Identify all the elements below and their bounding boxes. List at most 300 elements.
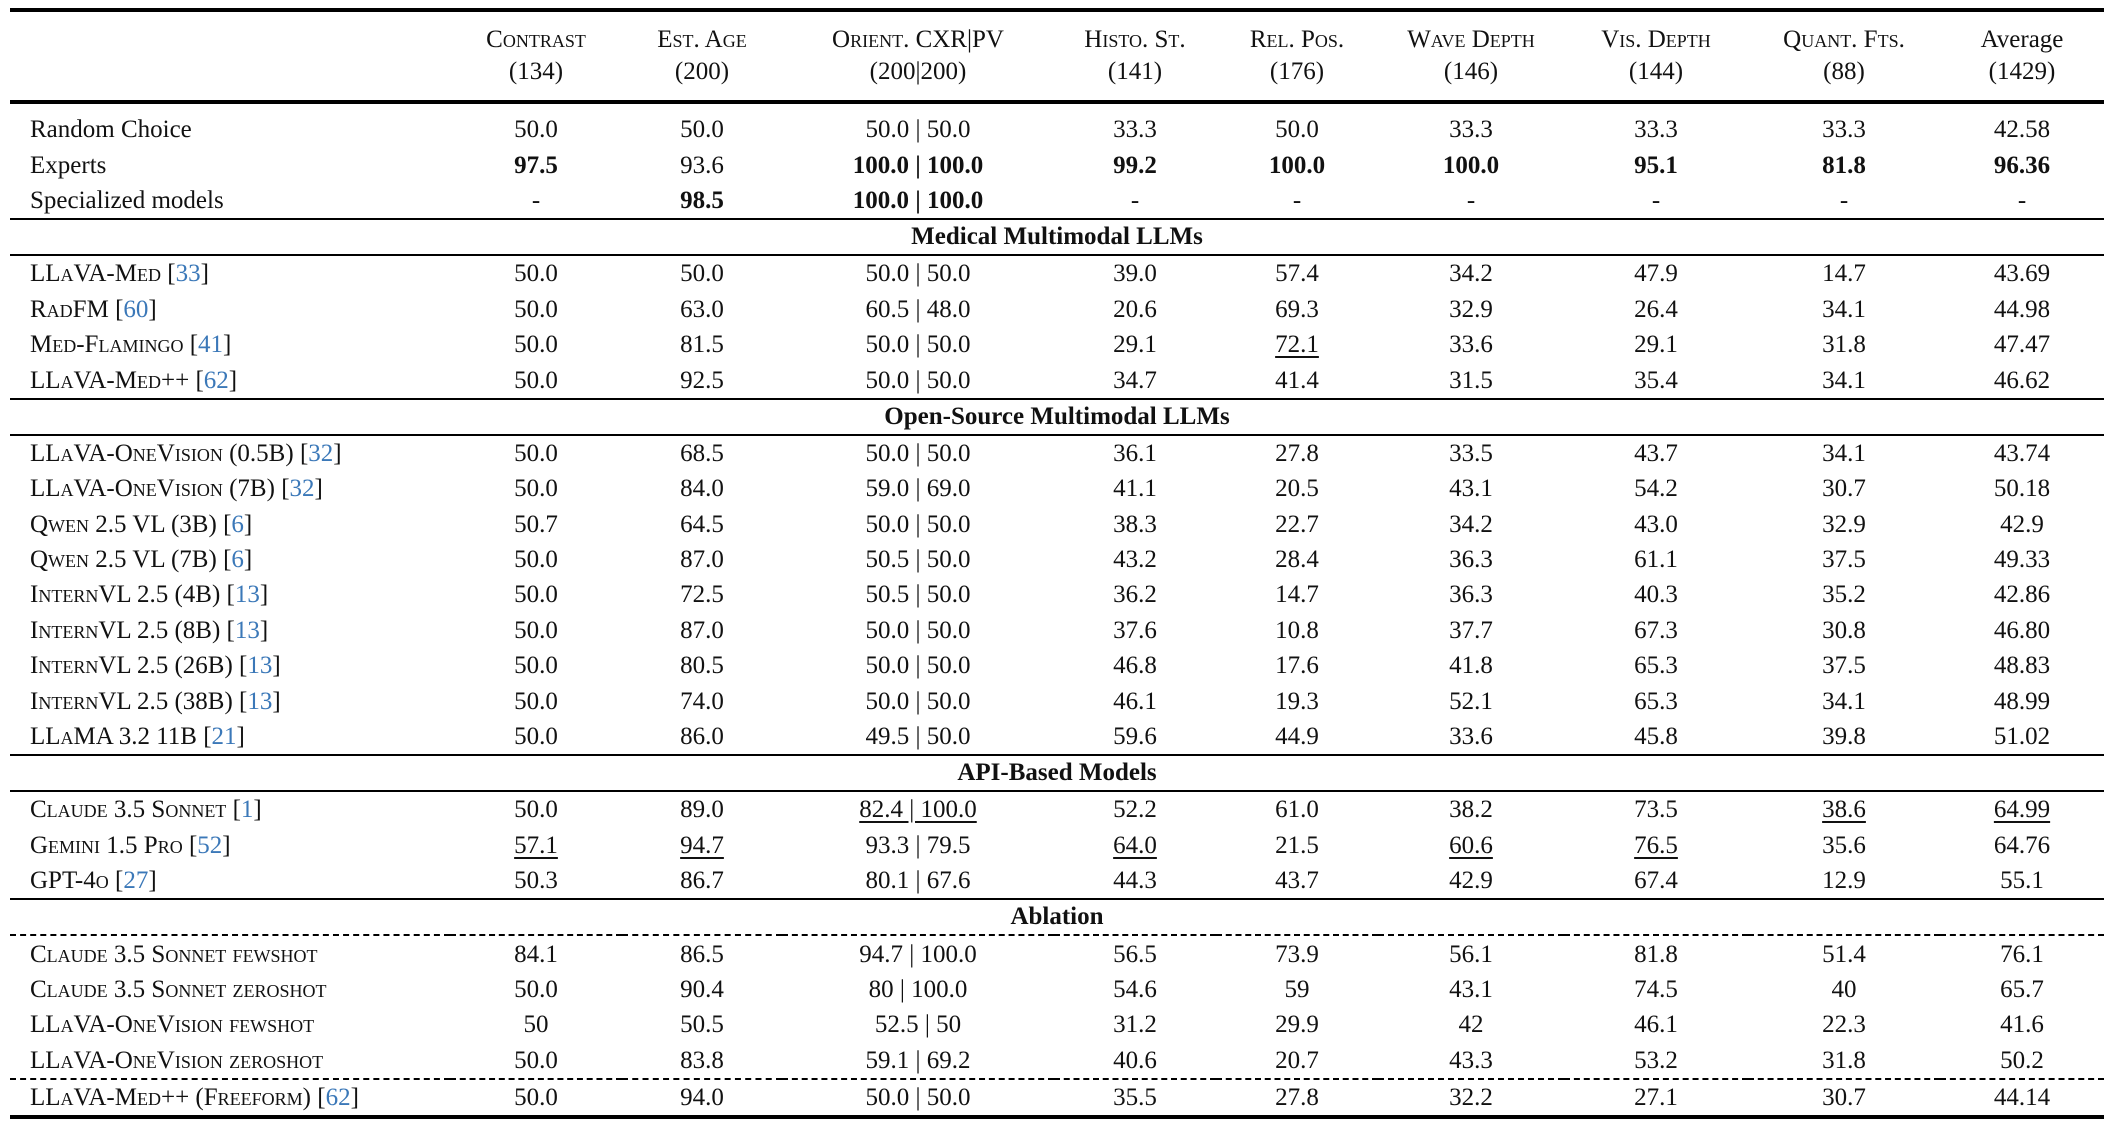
- model-name: RadFM: [30, 295, 109, 323]
- score-value: 50.0 | 50.0: [865, 510, 971, 538]
- citation-link[interactable]: 6: [231, 510, 244, 538]
- score-cell: [1564, 935, 1748, 971]
- score-value: 49.33: [1993, 546, 2051, 574]
- score-cell: [1564, 147, 1748, 182]
- score-value: 86.7: [680, 867, 724, 895]
- score-cell: [450, 292, 622, 327]
- score-cell: [1378, 255, 1564, 291]
- score-cell: [1378, 1079, 1564, 1117]
- score-cell: [1054, 577, 1216, 612]
- score-cell: [1564, 1043, 1748, 1079]
- score-value: 43.7: [1634, 439, 1678, 467]
- score-cell: [1748, 648, 1940, 683]
- results-table: [10, 8, 2104, 1119]
- score-cell: [1940, 362, 2104, 398]
- model-name-cell: Qwen 2.5 VL (7B) [6]: [30, 546, 253, 574]
- score-value: 50.18: [1993, 475, 2051, 503]
- score-value: 43.74: [1993, 439, 2051, 467]
- table-row: [10, 471, 2104, 506]
- score-value: -: [1292, 186, 1302, 214]
- score-cell: [1940, 577, 2104, 612]
- score-cell: [1748, 507, 1940, 542]
- score-cell: [782, 183, 1054, 219]
- score-cell: [1216, 791, 1378, 827]
- score-value: 50.0: [514, 116, 558, 144]
- score-cell: [1748, 542, 1940, 577]
- table-row: [10, 972, 2104, 1007]
- model-name-cell: [10, 1043, 450, 1079]
- model-name-cell: LLaVA-OneVision (0.5B) [32]: [30, 439, 342, 467]
- score-cell: [1748, 1079, 1940, 1117]
- score-cell: [1216, 935, 1378, 971]
- score-cell: [1748, 183, 1940, 219]
- score-value: 50.5 | 50.0: [865, 546, 971, 574]
- score-cell: [1054, 102, 1216, 147]
- score-value: 37.5: [1822, 546, 1866, 574]
- model-name-cell: [10, 183, 450, 219]
- score-cell: [1564, 863, 1748, 899]
- score-value: 31.2: [1113, 1011, 1157, 1039]
- score-cell: [1216, 828, 1378, 863]
- citation-link[interactable]: 33: [175, 260, 201, 288]
- score-value: 98.5: [680, 186, 724, 214]
- table-row: [10, 1007, 2104, 1042]
- citation-link[interactable]: 13: [234, 581, 260, 609]
- score-cell: [1216, 719, 1378, 755]
- score-cell: [1564, 362, 1748, 398]
- score-cell: [450, 683, 622, 718]
- citation-link[interactable]: 32: [308, 439, 334, 467]
- score-value: 32.9: [1822, 510, 1866, 538]
- score-value: 29.1: [1113, 331, 1157, 359]
- score-value: 50.0: [514, 260, 558, 288]
- model-name: LLaVA-Med: [30, 260, 161, 288]
- score-cell: [622, 507, 782, 542]
- score-value: 19.3: [1275, 687, 1319, 715]
- model-name: Specialized models: [30, 186, 224, 214]
- score-cell: [782, 542, 1054, 577]
- score-value: 33.5: [1449, 439, 1493, 467]
- score-cell: [1378, 828, 1564, 863]
- table-row: [10, 102, 2104, 147]
- score-value: 59.6: [1113, 723, 1157, 751]
- col-header-count: (200|200): [869, 58, 967, 85]
- section-title: Ablation: [10, 899, 2104, 935]
- score-cell: [450, 863, 622, 899]
- score-value: 43.3: [1449, 1046, 1493, 1074]
- score-value: 50.0 | 50.0: [865, 331, 971, 359]
- score-cell: [1748, 102, 1940, 147]
- score-value: 30.7: [1822, 1084, 1866, 1112]
- table-row: [10, 1043, 2104, 1079]
- score-value: 43.2: [1113, 546, 1157, 574]
- score-value: 100.0: [1442, 151, 1500, 179]
- score-cell: [1940, 683, 2104, 718]
- score-cell: [1054, 972, 1216, 1007]
- score-cell: [1564, 507, 1748, 542]
- score-cell: [1216, 863, 1378, 899]
- score-value: 64.5: [680, 510, 724, 538]
- score-value: 93.3 | 79.5: [865, 831, 971, 859]
- score-value: 100.0 | 100.0: [852, 151, 984, 179]
- score-cell: [1216, 1007, 1378, 1042]
- score-value: 50.0 | 50.0: [865, 652, 971, 680]
- score-cell: [1564, 972, 1748, 1007]
- score-cell: [450, 648, 622, 683]
- score-value: 50.0: [514, 796, 558, 824]
- score-value: 31.8: [1822, 1046, 1866, 1074]
- score-value: 59.0 | 69.0: [865, 475, 971, 503]
- score-value: 50.0: [514, 439, 558, 467]
- score-cell: [1940, 102, 2104, 147]
- score-value: 39.8: [1822, 723, 1866, 751]
- score-cell: [1940, 863, 2104, 899]
- score-value: 52.5 | 50: [874, 1011, 962, 1039]
- score-cell: [1940, 1079, 2104, 1117]
- score-value: 50.2: [2000, 1046, 2044, 1074]
- section-title: Open-Source Multimodal LLMs: [10, 399, 2104, 435]
- score-cell: [782, 577, 1054, 612]
- score-cell: [782, 255, 1054, 291]
- score-cell: [1216, 102, 1378, 147]
- model-name: Med-Flamingo: [30, 331, 184, 359]
- score-cell: [622, 577, 782, 612]
- score-cell: [1748, 683, 1940, 718]
- score-value: 27.8: [1275, 439, 1319, 467]
- score-value: 40: [1831, 976, 1857, 1003]
- score-cell: [1748, 972, 1940, 1007]
- score-value: 73.9: [1275, 940, 1319, 968]
- score-cell: [1748, 255, 1940, 291]
- score-value: 22.7: [1275, 510, 1319, 538]
- score-value: 76.1: [2000, 940, 2044, 968]
- col-header: [1378, 10, 1564, 102]
- score-cell: [1564, 435, 1748, 471]
- score-value: 67.3: [1634, 616, 1678, 644]
- score-value: 56.5: [1113, 940, 1157, 968]
- score-cell: [450, 147, 622, 182]
- score-value: 46.1: [1634, 1011, 1678, 1039]
- score-value: 64.76: [1993, 831, 2051, 859]
- score-cell: [450, 507, 622, 542]
- score-cell: [622, 147, 782, 182]
- citation-link[interactable]: 21: [211, 723, 237, 751]
- score-cell: [1216, 471, 1378, 506]
- score-cell: [1378, 102, 1564, 147]
- score-cell: [782, 863, 1054, 899]
- score-cell: [622, 828, 782, 863]
- score-value: 50.0: [514, 581, 558, 609]
- score-cell: [450, 542, 622, 577]
- score-value: 73.5: [1634, 796, 1678, 824]
- score-value: 43.69: [1993, 260, 2051, 288]
- score-value: 43.0: [1634, 510, 1678, 538]
- score-value: 34.7: [1113, 366, 1157, 394]
- score-value: 30.8: [1822, 616, 1866, 644]
- score-cell: [1054, 471, 1216, 506]
- model-name: Claude 3.5 Sonnet fewshot: [30, 940, 318, 968]
- score-value: 38.3: [1113, 510, 1157, 538]
- score-value: 20.7: [1275, 1046, 1319, 1074]
- score-value: 74.0: [680, 687, 724, 715]
- score-cell: [450, 471, 622, 506]
- citation-link[interactable]: 52: [197, 831, 223, 859]
- score-cell: [1378, 1043, 1564, 1079]
- score-cell: [1054, 791, 1216, 827]
- score-cell: [622, 648, 782, 683]
- score-value: 33.6: [1449, 723, 1493, 751]
- score-cell: [1564, 255, 1748, 291]
- col-header-name: Wave Depth: [1407, 26, 1535, 53]
- score-cell: [1748, 791, 1940, 827]
- score-cell: [1378, 577, 1564, 612]
- score-cell: [1564, 828, 1748, 863]
- model-name-cell: [10, 102, 450, 147]
- score-cell: [1940, 183, 2104, 219]
- citation-link[interactable]: 62: [325, 1084, 351, 1112]
- table-row: [10, 613, 2104, 648]
- col-header-count: (176): [1269, 58, 1325, 85]
- model-name: Gemini 1.5 Pro: [30, 831, 183, 859]
- score-cell: [1054, 362, 1216, 398]
- score-cell: [782, 471, 1054, 506]
- score-value: 49.5 | 50.0: [865, 723, 971, 751]
- score-cell: [782, 719, 1054, 755]
- citation-link[interactable]: 13: [247, 687, 273, 715]
- model-name-cell: [10, 1007, 450, 1042]
- col-header: [1748, 10, 1940, 102]
- model-name: LLaVA-OneVision (7B): [30, 475, 275, 503]
- score-value: 50.5: [680, 1011, 724, 1039]
- model-name: InternVL 2.5 (4B): [30, 581, 221, 609]
- score-cell: [1216, 613, 1378, 648]
- table-row: [10, 507, 2104, 542]
- score-value: 50.3: [514, 867, 558, 895]
- score-cell: [782, 648, 1054, 683]
- score-value: 45.8: [1634, 723, 1678, 751]
- score-cell: [450, 327, 622, 362]
- model-name-cell: InternVL 2.5 (8B) [13]: [30, 616, 269, 644]
- score-cell: [1564, 613, 1748, 648]
- score-cell: [622, 362, 782, 398]
- score-cell: [622, 1043, 782, 1079]
- score-value: 92.5: [680, 366, 724, 394]
- col-header-name: Quant. Fts.: [1783, 26, 1905, 53]
- score-value: 38.2: [1449, 796, 1493, 824]
- score-value: 60.5 | 48.0: [865, 295, 971, 323]
- score-value: 10.8: [1275, 616, 1319, 644]
- score-cell: [1378, 147, 1564, 182]
- model-name: LLaVA-OneVision fewshot: [30, 1011, 315, 1039]
- score-cell: [1054, 435, 1216, 471]
- score-value: 34.2: [1449, 510, 1493, 538]
- score-cell: [1216, 292, 1378, 327]
- score-value: 86.0: [680, 723, 724, 751]
- col-header-name: Contrast: [486, 26, 586, 53]
- citation-link[interactable]: 32: [289, 475, 315, 503]
- score-cell: [1378, 683, 1564, 718]
- score-value: 17.6: [1275, 652, 1319, 680]
- score-value: 33.3: [1822, 116, 1866, 144]
- score-value: 86.5: [680, 940, 724, 968]
- citation-link[interactable]: 13: [234, 616, 260, 644]
- score-cell: [1748, 471, 1940, 506]
- score-cell: [782, 507, 1054, 542]
- score-cell: [1216, 972, 1378, 1007]
- score-value: -: [2017, 186, 2027, 214]
- header-corner: [10, 10, 450, 102]
- score-cell: [782, 613, 1054, 648]
- model-name: InternVL 2.5 (38B): [30, 687, 233, 715]
- score-cell: [450, 1043, 622, 1079]
- score-value: 34.2: [1449, 260, 1493, 288]
- score-cell: [1054, 683, 1216, 718]
- score-value: 41.1: [1113, 475, 1157, 503]
- model-name-cell: Med-Flamingo [41]: [30, 331, 232, 359]
- model-name: LLaVA-OneVision (0.5B): [30, 439, 294, 467]
- score-cell: [1378, 183, 1564, 219]
- score-value: 35.5: [1113, 1084, 1157, 1112]
- score-cell: [1940, 471, 2104, 506]
- score-cell: [622, 255, 782, 291]
- citation-link[interactable]: 41: [198, 331, 224, 359]
- score-value: 42.9: [1449, 867, 1493, 895]
- score-value: 48.83: [1993, 652, 2051, 680]
- score-cell: [450, 719, 622, 755]
- score-cell: [1748, 935, 1940, 971]
- score-value: 50.0 | 50.0: [865, 1084, 971, 1112]
- table-row: [10, 719, 2104, 755]
- score-cell: [1378, 327, 1564, 362]
- score-value: 42.58: [1993, 116, 2051, 144]
- score-cell: [1378, 613, 1564, 648]
- score-value: 100.0 | 100.0: [852, 186, 984, 214]
- model-name-cell: RadFM [60]: [30, 295, 157, 323]
- score-value: 56.1: [1449, 940, 1493, 968]
- col-header-name: Vis. Depth: [1601, 26, 1711, 53]
- score-value: 80.5: [680, 652, 724, 680]
- score-cell: [1054, 327, 1216, 362]
- score-cell: [1054, 935, 1216, 971]
- score-value: 39.0: [1113, 260, 1157, 288]
- score-value: 67.4: [1634, 867, 1678, 895]
- score-value: 35.6: [1822, 831, 1866, 859]
- score-cell: [622, 471, 782, 506]
- score-value: 64.99: [1993, 796, 2051, 824]
- citation-link[interactable]: 1: [240, 796, 254, 824]
- score-value: 44.98: [1993, 295, 2051, 323]
- score-cell: [1940, 507, 2104, 542]
- score-cell: [622, 863, 782, 899]
- score-cell: [1940, 1043, 2104, 1079]
- model-name: Claude 3.5 Sonnet: [30, 796, 227, 824]
- citation-link[interactable]: 6: [231, 546, 244, 574]
- score-cell: [1378, 648, 1564, 683]
- citation-link[interactable]: 27: [123, 867, 149, 895]
- score-value: -: [531, 186, 541, 214]
- citation-link[interactable]: 13: [247, 652, 273, 680]
- score-cell: [450, 791, 622, 827]
- table-row: [10, 542, 2104, 577]
- score-cell: [782, 147, 1054, 182]
- score-value: 36.1: [1113, 439, 1157, 467]
- score-cell: [1216, 147, 1378, 182]
- score-cell: [1054, 613, 1216, 648]
- score-value: 50.0 | 50.0: [865, 366, 971, 394]
- score-value: 46.80: [1993, 616, 2051, 644]
- score-value: 55.1: [2000, 867, 2044, 895]
- score-cell: [782, 1007, 1054, 1042]
- score-cell: [1940, 828, 2104, 863]
- model-name-cell: InternVL 2.5 (4B) [13]: [30, 581, 269, 609]
- score-value: 26.4: [1634, 295, 1678, 323]
- score-cell: [450, 972, 622, 1007]
- score-value: 50.0 | 50.0: [865, 616, 971, 644]
- score-cell: [1564, 719, 1748, 755]
- score-cell: [622, 972, 782, 1007]
- score-value: 41.8: [1449, 652, 1493, 680]
- score-value: 100.0: [1268, 151, 1326, 179]
- score-value: 63.0: [680, 295, 724, 323]
- model-name-cell: [10, 147, 450, 182]
- citation-link[interactable]: 60: [123, 295, 149, 323]
- score-cell: [1748, 613, 1940, 648]
- score-value: 44.9: [1275, 723, 1319, 751]
- score-cell: [1216, 362, 1378, 398]
- score-cell: [1054, 292, 1216, 327]
- section-header: [10, 899, 2104, 935]
- citation-link[interactable]: 62: [203, 366, 229, 394]
- score-value: 87.0: [680, 616, 724, 644]
- score-cell: [622, 1007, 782, 1042]
- score-value: 81.5: [680, 331, 724, 359]
- score-value: 94.0: [680, 1084, 724, 1112]
- score-cell: [1054, 542, 1216, 577]
- score-value: 42.9: [2000, 510, 2044, 538]
- score-value: 21.5: [1275, 831, 1319, 859]
- score-value: 50.0: [514, 1046, 558, 1074]
- score-value: 27.8: [1275, 1084, 1319, 1112]
- score-cell: [1564, 683, 1748, 718]
- model-name-cell: InternVL 2.5 (26B) [13]: [30, 652, 281, 680]
- score-value: 50.0: [514, 723, 558, 751]
- score-cell: [782, 292, 1054, 327]
- score-value: 68.5: [680, 439, 724, 467]
- score-cell: [782, 972, 1054, 1007]
- score-value: 80.1 | 67.6: [865, 867, 971, 895]
- section-header: [10, 755, 2104, 791]
- score-value: 84.1: [514, 940, 558, 968]
- table-row: [10, 935, 2104, 971]
- score-value: 36.2: [1113, 581, 1157, 609]
- score-cell: [1378, 362, 1564, 398]
- score-value: 34.1: [1822, 687, 1866, 715]
- score-value: 84.0: [680, 475, 724, 503]
- score-cell: [622, 542, 782, 577]
- score-value: 36.3: [1449, 546, 1493, 574]
- score-value: 50.7: [514, 510, 558, 538]
- score-value: 46.1: [1113, 687, 1157, 715]
- score-cell: [450, 1007, 622, 1042]
- score-value: 20.6: [1113, 295, 1157, 323]
- score-cell: [1940, 327, 2104, 362]
- score-cell: [1564, 577, 1748, 612]
- col-header-name: Rel. Pos.: [1249, 26, 1345, 53]
- score-value: -: [1651, 186, 1661, 214]
- model-name-cell: GPT-4o [27]: [30, 867, 157, 895]
- score-cell: [1054, 719, 1216, 755]
- score-cell: [1748, 863, 1940, 899]
